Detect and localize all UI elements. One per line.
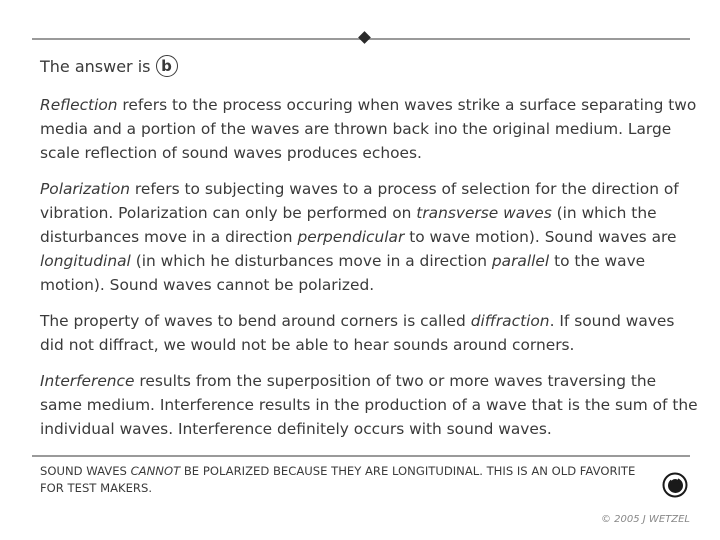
answer-letter-circle: b [156, 55, 178, 77]
polarization-text-4: (in which he disturbances move in a direction [130, 252, 492, 270]
diffraction-text-2: . If sound waves did not diffract, we would not be able to hear sounds around corners. [40, 312, 675, 354]
longitudinal-term: longitudinal [40, 252, 131, 270]
summary-text-2: BE POLARIZED BECAUSE THEY ARE LONGITUDINAL. THIS IS AN OLD FAVORITE FOR TEST MAKERS. [40, 464, 636, 495]
polarization-paragraph [40, 177, 700, 297]
reflection-paragraph [40, 93, 700, 165]
copyright-notice: © 2005 J WETZEL [601, 514, 690, 525]
polarization-text-5: to the wave motion). Sound waves cannot be polarized. [40, 252, 646, 294]
interference-term: Interference [40, 372, 135, 390]
parallel-term: parallel [491, 252, 550, 270]
explanation-body [40, 93, 700, 441]
perpendicular-term: perpendicular [297, 228, 405, 246]
polarization-text-3: to wave motion). Sound waves are [404, 228, 677, 246]
diffraction-text-1: The property of waves to bend around corners is called [40, 312, 471, 330]
bottom-divider [32, 455, 690, 457]
reflection-text: refers to the process occuring when waves strike a surface separating two media and a portion of the waves are thrown back ino the original medium. Large scale reflection of sound waves produces echoes. [40, 96, 697, 162]
polarization-text-1: refers to subjecting waves to a process of selection for the direction of vibration. Polarization can only be performed on [40, 180, 679, 222]
diffraction-term: diffraction [470, 312, 550, 330]
reflection-term: Reflection [40, 96, 118, 114]
summary-note [40, 463, 660, 497]
answer-prefix: The answer is [40, 56, 151, 76]
answer-line [40, 55, 178, 77]
transverse-waves-term: transverse waves [416, 204, 552, 222]
summary-text-1: SOUND WAVES [40, 464, 131, 478]
interference-text: results from the superposition of two or more waves traversing the same medium. Interference results in the production of a wave that is the sum of the individual waves. Interference definitely occurs with sound waves. [40, 372, 698, 438]
polarization-term: Polarization [40, 180, 130, 198]
interference-paragraph [40, 369, 700, 441]
target-icon [662, 472, 688, 498]
polarization-text-2: (in which the disturbances move in a direction [40, 204, 657, 246]
cannot-emphasis: CANNOT [130, 464, 181, 478]
diffraction-paragraph [40, 309, 700, 357]
diamond-icon [358, 31, 371, 44]
